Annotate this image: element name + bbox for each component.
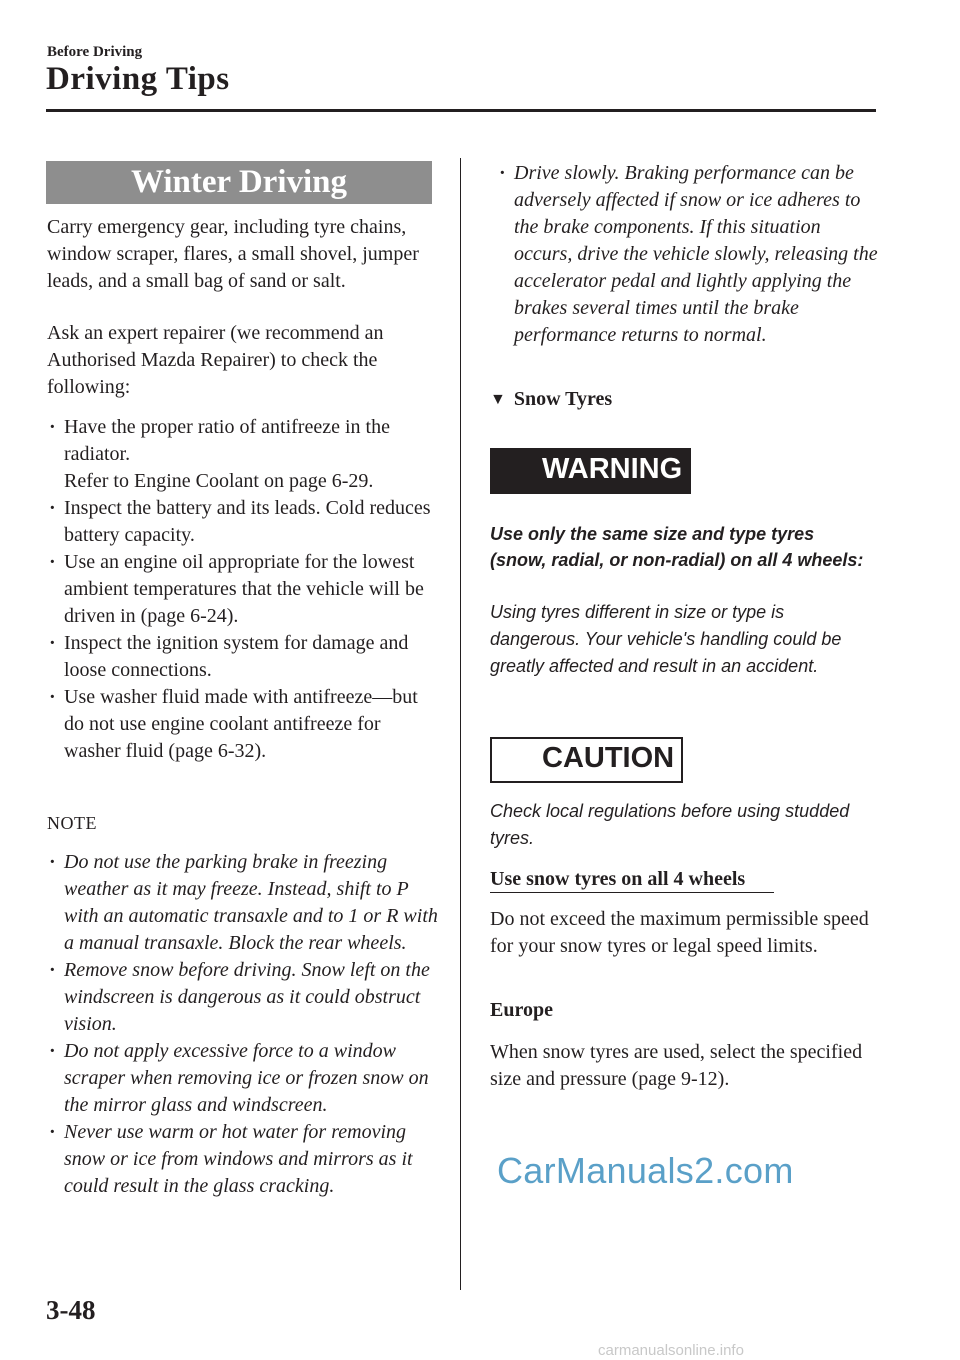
speed-paragraph: Do not exceed the maximum permissible speed for your snow tyres or legal speed limits. xyxy=(490,908,869,957)
section-banner: Winter Driving xyxy=(46,161,432,204)
check-paragraph: Ask an expert repairer (we recommend an Authorised Mazda Repairer) to check the following: xyxy=(47,322,384,398)
note-list-continued xyxy=(497,160,882,349)
note-label: NOTE xyxy=(47,813,97,833)
europe-heading: Europe xyxy=(490,999,553,1021)
watermark: CarManuals2.com xyxy=(497,1150,794,1191)
check-item: · Use washer fluid made with antifreeze—but do not use engine coolant antifreeze for washer fluid (page 6-32). xyxy=(47,684,442,765)
subheading-underline xyxy=(490,892,774,893)
chapter-title: Driving Tips xyxy=(46,61,230,97)
check-text: Have the proper ratio of antifreeze in the radiator. xyxy=(64,416,390,465)
snow-tyres-heading-text: Snow Tyres xyxy=(513,388,613,410)
warning-badge xyxy=(490,448,691,494)
check-item: · Inspect the ignition system for damage and loose connections. xyxy=(47,630,442,684)
note-list xyxy=(47,849,442,1200)
check-item: · Use an engine oil appropriate for the lowest ambient temperatures that the vehicle will be driven in (page 6-24). xyxy=(47,549,442,630)
note-item: · Do not use the parking brake in freezing weather as it may freeze. Instead, shift to P with an automatic transaxle and to 1 or R with a manual transaxle. Block the rear wheels. xyxy=(47,849,442,957)
column-divider xyxy=(460,158,461,1290)
europe-paragraph: When snow tyres are used, select the specified size and pressure (page 9-12). xyxy=(490,1041,863,1090)
caution-body: Check local regulations before using studded tyres. xyxy=(490,801,850,848)
warning-label: WARNING xyxy=(542,453,683,485)
note-item: · Never use warm or hot water for removing snow or ice from windows and mirrors as it could result in the glass cracking. xyxy=(47,1119,442,1200)
footer-site-link[interactable]: carmanualsonline.info xyxy=(598,1342,744,1359)
caution-label: CAUTION xyxy=(542,742,675,774)
section-label: Before Driving xyxy=(47,44,143,60)
warning-title: Use only the same size and type tyres (snow, radial, or non-radial) on all 4 wheels: xyxy=(490,524,864,570)
check-item xyxy=(47,414,442,495)
header-rule xyxy=(46,109,876,112)
check-reference: Refer to Engine Coolant on page 6-29. xyxy=(64,470,374,492)
page-number: 3-48 xyxy=(46,1295,96,1325)
caution-badge xyxy=(490,737,683,783)
intro-paragraph: Carry emergency gear, including tyre chains, window scraper, flares, a small shovel, jumper leads, and a small bag of sand or salt. xyxy=(47,216,419,292)
triangle-down-icon: ▼ xyxy=(490,391,506,408)
note-item: · Drive slowly. Braking performance can be adversely affected if snow or ice adheres to the brake components. If this situation occurs, drive the vehicle slowly, releasing the accelerator pedal and lightly applying the brakes several times until the brake performance returns to normal. xyxy=(497,160,882,349)
snow-tyres-heading xyxy=(490,388,612,411)
note-item: · Remove snow before driving. Snow left on the windscreen is dangerous as it could obstruct vision. xyxy=(47,957,442,1038)
subheading: Use snow tyres on all 4 wheels xyxy=(490,868,746,890)
warning-body: Using tyres different in size or type is dangerous. Your vehicle's handling could be greatly affected and result in an accident. xyxy=(490,602,842,676)
check-item: · Inspect the battery and its leads. Cold reduces battery capacity. xyxy=(47,495,442,549)
winter-checklist xyxy=(47,414,442,765)
note-item: · Do not apply excessive force to a window scraper when removing ice or frozen snow on the mirror glass and windscreen. xyxy=(47,1038,442,1119)
